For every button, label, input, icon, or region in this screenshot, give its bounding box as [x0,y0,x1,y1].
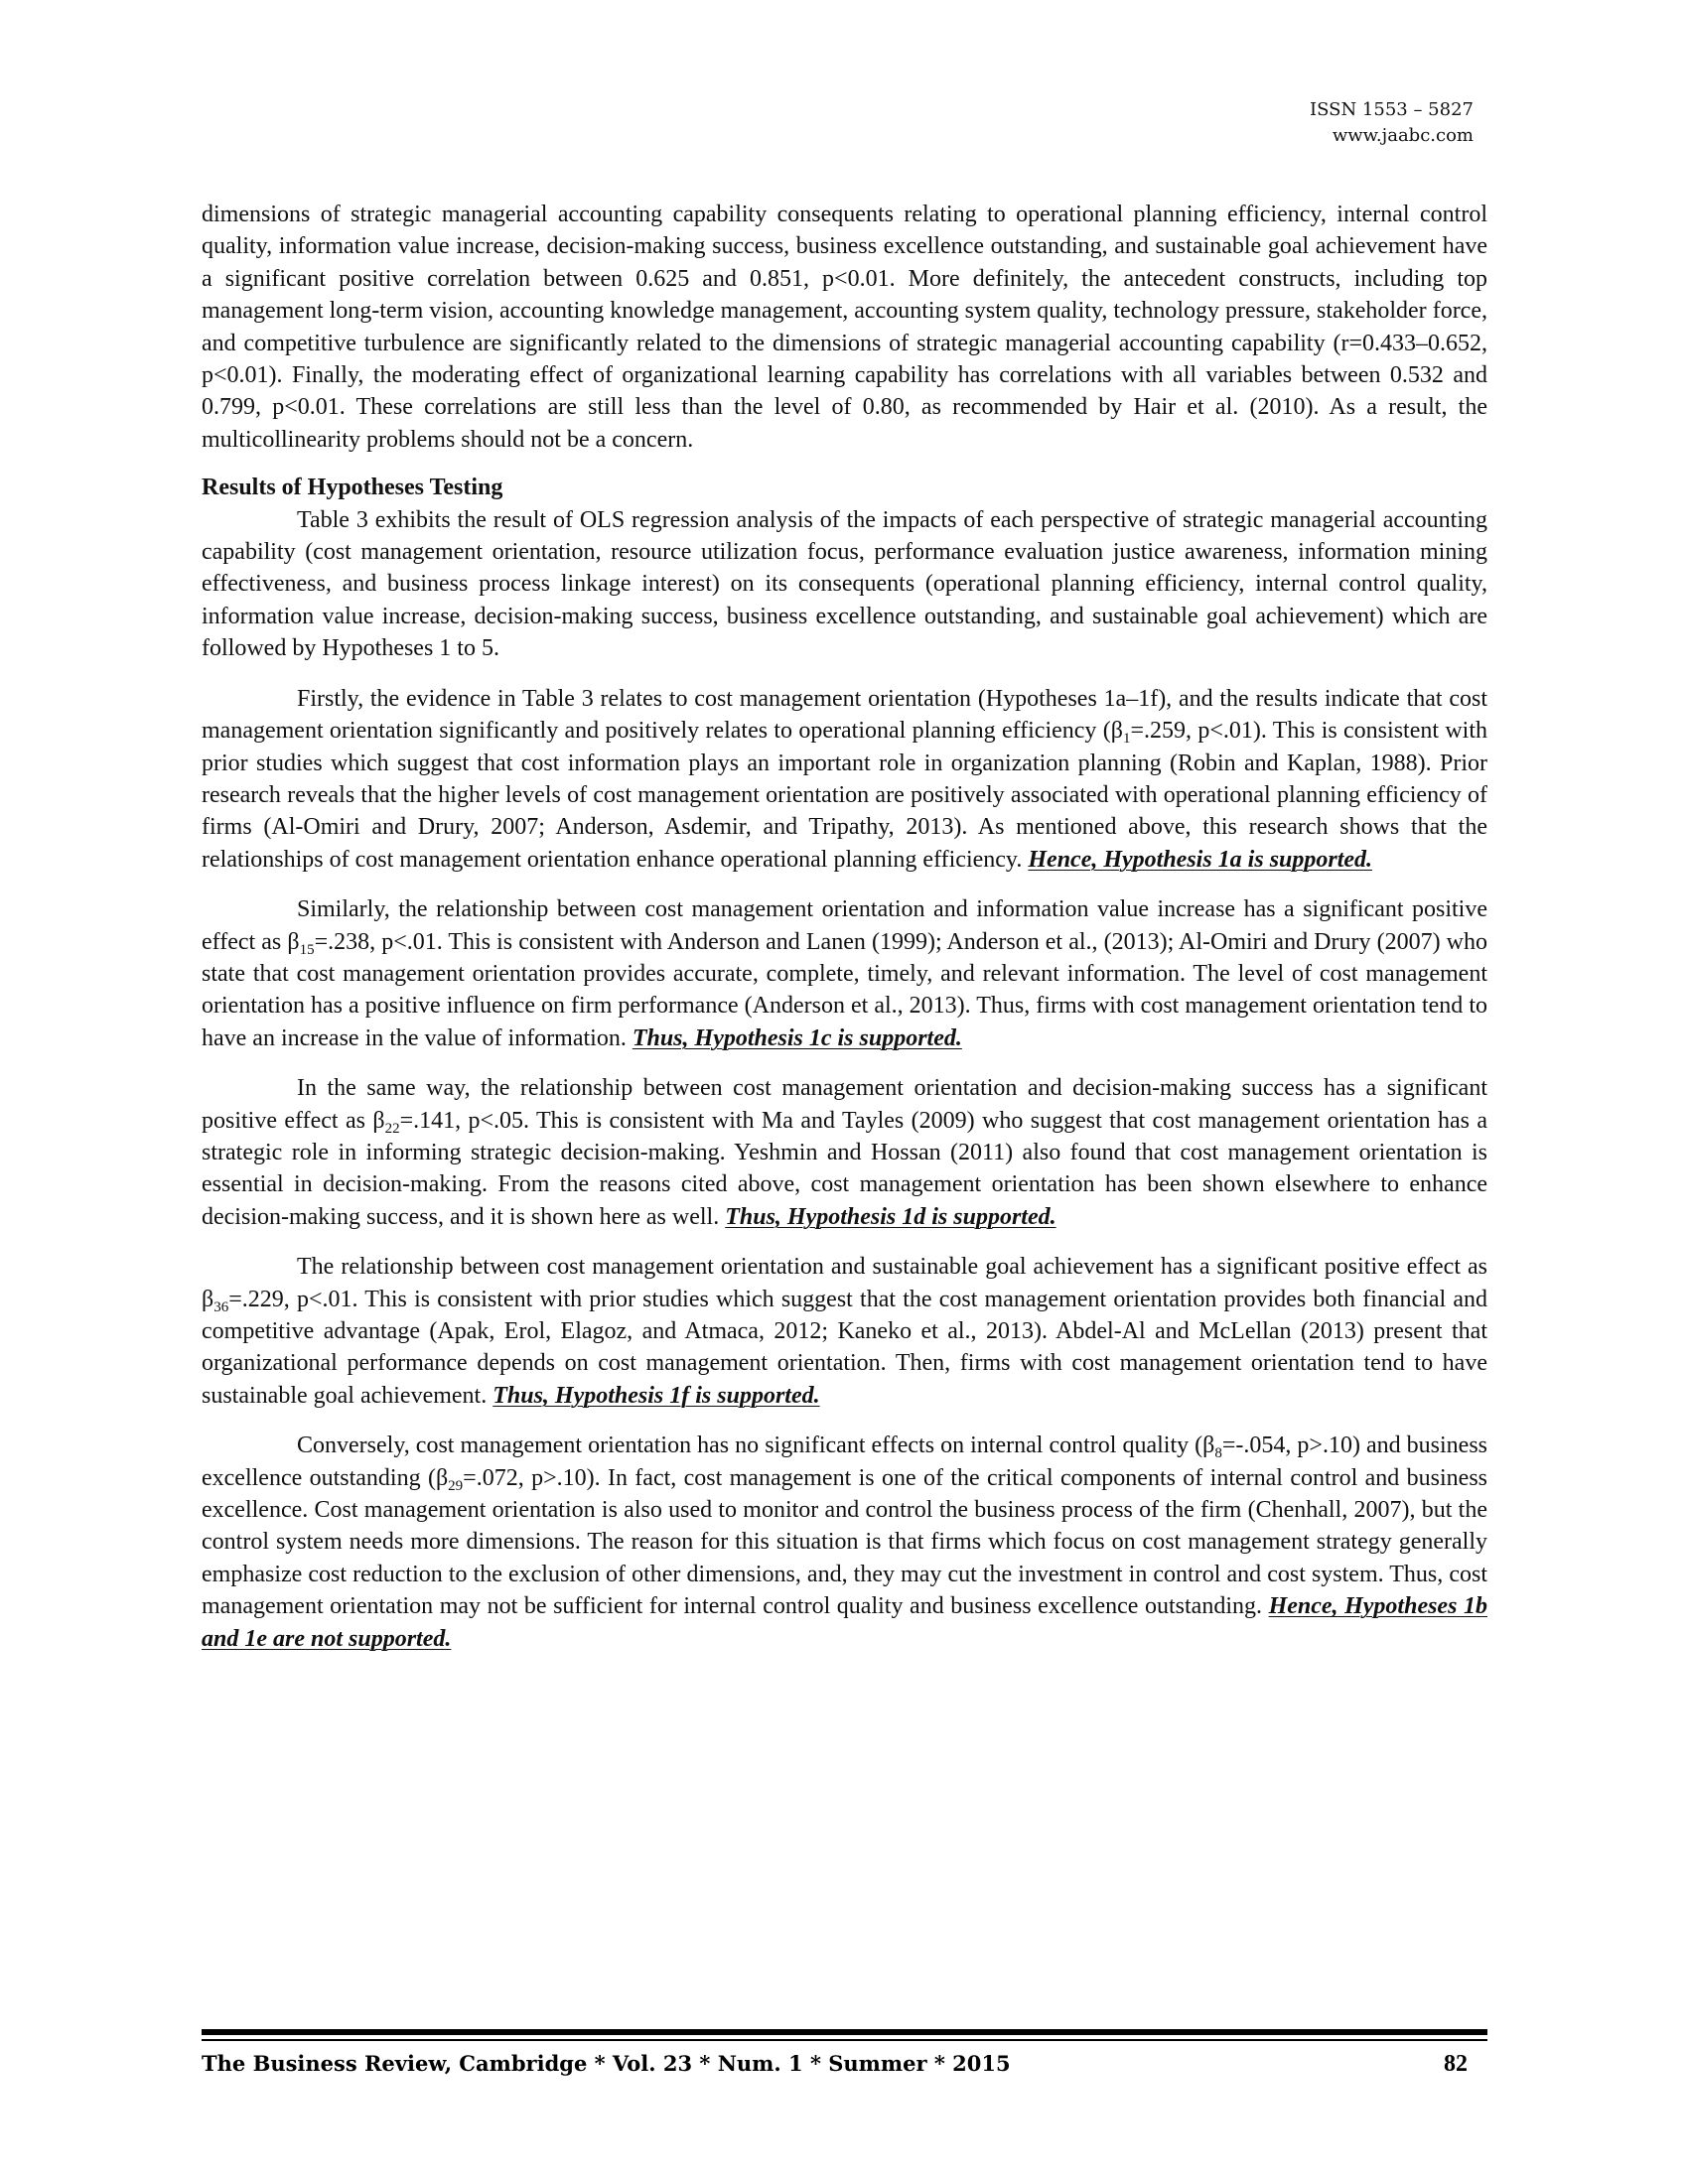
text-segment: Similarly, the relationship between cost management orientation and information value increase has a significant positive effect as β [202,896,1487,955]
hypothesis-conclusion: Thus, Hypothesis 1f is supported. [492,1382,820,1409]
beta-subscript: 36 [213,1298,229,1315]
footer-rule-thick [202,2029,1487,2035]
beta-subscript: 15 [299,941,315,958]
beta-subscript: 1 [1122,731,1131,748]
journal-website: www.jaabc.com [1332,125,1474,146]
paragraph-hypothesis-1d [202,1072,1487,1233]
paragraph-correlations: dimensions of strategic managerial accounting capability consequents relating to operational planning efficiency, internal control quality, information value increase, decision-making success, business excellence outstanding, and sustainable goal achievement have a significant positive correlation between 0.625 and 0.851, p<0.01. More definitely, the antecedent constructs, including top management long-term vision, accounting knowledge management, accounting system quality, technology pressure, stakeholder force, and competitive turbulence are significantly related to the dimensions of strategic managerial accounting capability (r=0.433–0.652, p<0.01). Finally, the moderating effect of organizational learning capability has correlations with all variables between 0.532 and 0.799, p<0.01. These correlations are still less than the level of 0.80, as recommended by Hair et al. (2010). As a result, the multicollinearity problems should not be a concern. [202,202,1487,453]
paragraph-hypothesis-1f [202,1251,1487,1412]
text-segment: =.259, p<.01). This is consistent with prior studies which suggest that cost information plays an important role in organization planning (Robin and Kaplan, 1988). Prior research reveals that the higher levels of cost management orientation are positively associated with operational planning efficiency of firms (Al-Omiri and Drury, 2007; Anderson, Asdemir, and Tripathy, 2013). As mentioned above, this research shows that the relationships of cost management orientation enhance operational planning efficiency. [202,718,1488,873]
paragraph-hypothesis-1c [202,893,1487,1054]
article-body [202,199,1487,1655]
journal-header [1310,97,1474,149]
section-heading: Results of Hypotheses Testing [202,475,503,501]
paragraph-hypotheses-1b-1e [202,1430,1487,1655]
beta-subscript: 22 [384,1120,400,1137]
hypothesis-conclusion: Thus, Hypothesis 1c is supported. [632,1024,962,1051]
text-segment: In the same way, the relationship between cost management orientation and decision-making success has a significant positive effect as β [202,1075,1487,1134]
hypothesis-conclusion: Hence, Hypotheses 1b and 1e are not supported. [202,1593,1487,1652]
text-segment: Conversely, cost management orientation has no significant effects on internal control quality (β [297,1433,1215,1459]
text-segment: Firstly, the evidence in Table 3 relates to cost management orientation (Hypotheses 1a–1f), and the results indicate that cost management orientation significantly and positively relates to operational planning efficiency (β [202,685,1487,745]
paragraph-hypothesis-1a [202,683,1487,876]
text-segment: =.229, p<.01. This is consistent with prior studies which suggest that the cost management orientation provides both financial and competitive advantage (Apak, Erol, Elagoz, and Atmaca, 2012; Kaneko et al., 2013). Abdel-Al and McLellan (2013) present that organizational performance depends on cost management orientation. Then, firms with cost management orientation tend to have sustainable goal achievement. [202,1286,1487,1409]
beta-subscript: 29 [448,1477,464,1494]
issn-number: ISSN 1553 – 5827 [1310,99,1474,120]
text-segment: =-.054, p>.10) and business excellence outstanding (β [202,1433,1488,1491]
text-segment: The relationship between cost management orientation and sustainable goal achievement has a significant positive effect as β [202,1254,1487,1312]
hypothesis-conclusion: Thus, Hypothesis 1d is supported. [725,1203,1056,1230]
text-segment: =.238, p<.01. This is consistent with Anderson and Lanen (1999); Anderson et al., (2013); Al-Omiri and Drury (2007) who state that cost management orientation provides accurate, complete, timely, and relevant information. The level of cost management orientation has a positive influence on firm performance (Anderson et al., 2013). Thus, firms with cost management orientation tend to have an increase in the value of information. [202,928,1487,1051]
text-segment: =.072, p>.10). In fact, cost management is one of the critical components of internal control and business excellence. Cost management orientation is also used to monitor and control the business process of the firm (Chenhall, 2007), but the control system needs more dimensions. The reason for this situation is that firms which focus on cost management strategy generally emphasize cost reduction to the exclusion of other dimensions, and, they may cut the investment in control and cost system. Thus, cost management orientation may not be sufficient for internal control quality and business excellence outstanding. [202,1464,1487,1620]
text-segment: =.141, p<.05. This is consistent with Ma and Tayles (2009) who suggest that cost management orientation has a strategic role in informing strategic decision-making. Yeshmin and Hossan (2011) also found that cost management orientation is essential in decision-making. From the reasons cited above, cost management orientation has been shown elsewhere to enhance decision-making success, and it is shown here as well. [202,1107,1488,1230]
journal-citation: The Business Review, Cambridge * Vol. 23 * Num. 1 * Summer * 2015 [202,2051,1011,2076]
page-number: 82 [1444,2051,1468,2077]
beta-subscript: 8 [1214,1445,1222,1462]
hypothesis-conclusion: Hence, Hypothesis 1a is supported. [1028,846,1373,873]
paragraph-table3-overview: Table 3 exhibits the result of OLS regression analysis of the impacts of each perspective of strategic managerial accounting capability (cost management orientation, resource utilization focus, performance evaluation justice awareness, information mining effectiveness, and business process linkage interest) on its consequents (operational planning efficiency, internal control quality, information value increase, decision-making success, business excellence outstanding, and sustainable goal achievement) which are followed by Hypotheses 1 to 5. [202,506,1487,662]
footer-rule-thin [202,2039,1487,2041]
